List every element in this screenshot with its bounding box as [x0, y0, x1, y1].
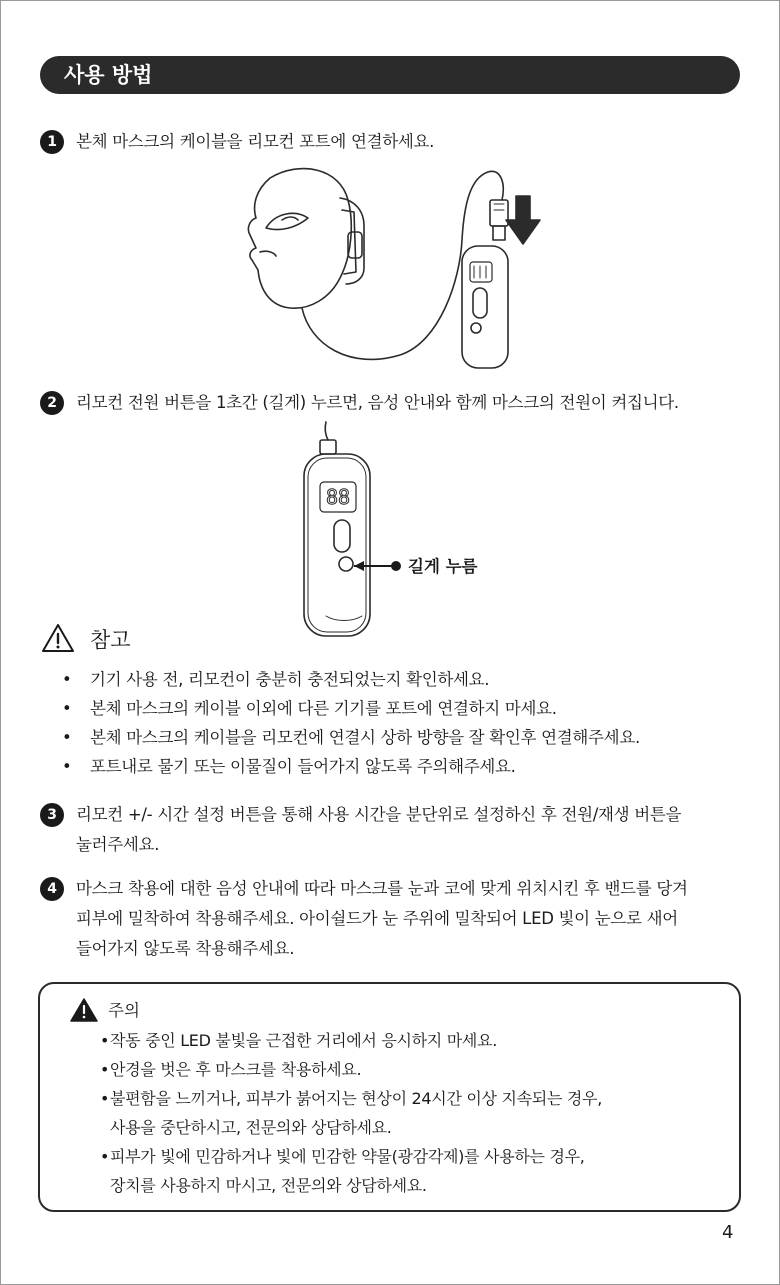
section-header — [40, 56, 740, 94]
note-list — [60, 665, 640, 781]
remote-icon — [462, 246, 508, 368]
remote-icon — [304, 454, 370, 636]
step-line: 본체 마스크의 케이블을 리모컨 포트에 연결하세요. — [76, 132, 435, 151]
caution-item-continuation: 사용을 중단하시고, 전문의와 상담하세요. — [110, 1118, 392, 1137]
long-press-label: 길게 누름 — [408, 557, 478, 576]
section-title: 사용 방법 — [64, 63, 153, 87]
caution-item: • 안경을 벗은 후 마스크를 착용하세요. — [100, 1055, 602, 1084]
step-text — [76, 874, 688, 964]
caution-item: • 작동 중인 LED 불빛을 근접한 거리에서 응시하지 마세요. — [100, 1026, 602, 1055]
caution-box — [38, 982, 741, 1212]
pointer-line-icon — [352, 558, 404, 574]
step-line: 마스크 착용에 대한 음성 안내에 따라 마스크를 눈과 코에 맞게 위치시킨 후 밴드를 당겨 — [76, 879, 688, 898]
caution-item: • 피부가 빛에 민감하거나 빛에 민감한 약물(광감각제)를 사용하는 경우, — [100, 1142, 602, 1171]
step-line: 피부에 밀착하여 착용해주세요. 아이쉴드가 눈 주위에 밀착되어 LED 빛이 눈으로 새어 — [76, 909, 678, 928]
step-line: 눌러주세요. — [76, 835, 160, 854]
note-item: • 포트내로 물기 또는 이물질이 들어가지 않도록 주의해주세요. — [60, 752, 640, 781]
note-title: 참고 — [90, 628, 131, 652]
caution-heading — [70, 998, 140, 1026]
step-text — [76, 127, 434, 157]
step-line: 리모컨 전원 버튼을 1초간 (길게) 누르면, 음성 안내와 함께 마스크의 전원이 켜집니다. — [76, 393, 679, 412]
caution-item-continuation: 장치를 사용하지 마시고, 전문의와 상담하세요. — [110, 1176, 427, 1195]
step-text — [76, 800, 681, 860]
step-number: 4 — [40, 877, 64, 901]
warning-triangle-icon — [40, 622, 76, 654]
step-number: 3 — [40, 803, 64, 827]
note-item: • 기기 사용 전, 리모컨이 충분히 충전되었는지 확인하세요. — [60, 665, 640, 694]
caution-item: • 불편함을 느끼거나, 피부가 붉어지는 현상이 24시간 이상 지속되는 경우, — [100, 1084, 602, 1113]
caution-list — [100, 1026, 602, 1200]
display-digits: 88 — [325, 485, 351, 509]
step-number: 1 — [40, 130, 64, 154]
note-item: • 본체 마스크의 케이블을 리모컨에 연결시 상하 방향을 잘 확인후 연결해주세요. — [60, 723, 640, 752]
step-line: 리모컨 +/- 시간 설정 버튼을 통해 사용 시간을 분단위로 설정하신 후 전원/재생 버튼을 — [76, 805, 682, 824]
mask-remote-connection-illustration — [230, 160, 550, 375]
note-heading — [40, 622, 131, 656]
mask-icon — [248, 169, 351, 309]
page-number: 4 — [722, 1222, 734, 1243]
note-item: • 본체 마스크의 케이블 이외에 다른 기기를 포트에 연결하지 마세요. — [60, 694, 640, 723]
step-number: 2 — [40, 391, 64, 415]
step-line: 들어가지 않도록 착용해주세요. — [76, 939, 295, 958]
remote-long-press-illustration — [296, 420, 406, 640]
arrow-down-icon — [506, 196, 540, 244]
power-button-icon — [339, 557, 353, 571]
step-text — [76, 388, 679, 418]
caution-title: 주의 — [108, 1001, 140, 1020]
warning-filled-icon — [70, 998, 98, 1022]
cable-icon — [325, 422, 328, 440]
